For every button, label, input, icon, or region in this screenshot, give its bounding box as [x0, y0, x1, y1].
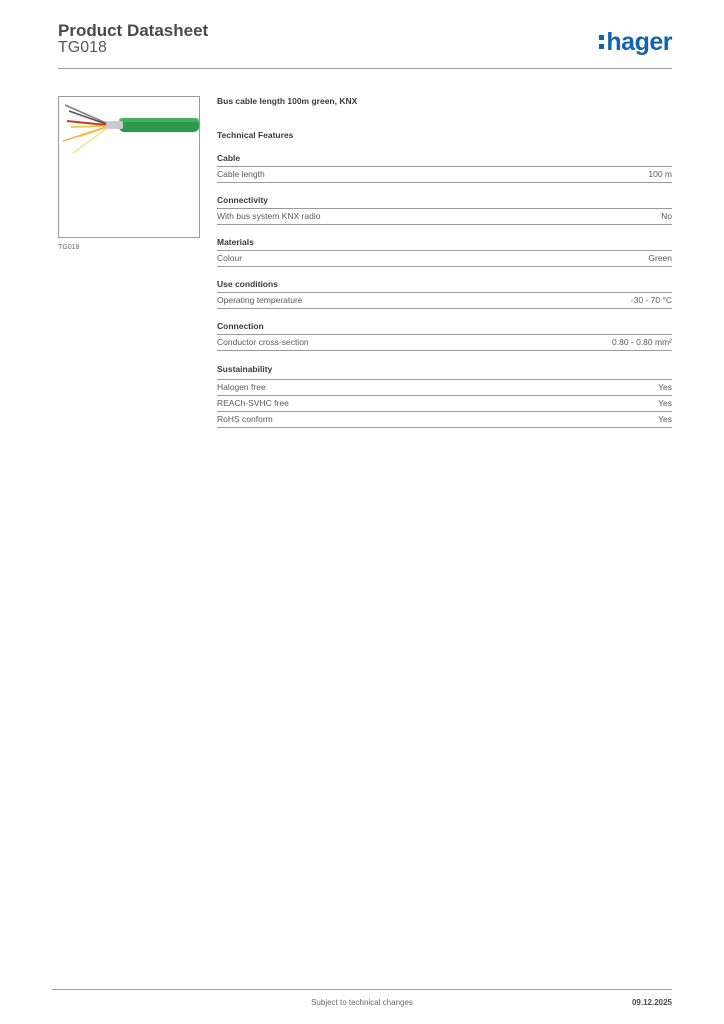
header-divider — [58, 68, 672, 69]
section-sustainability — [217, 364, 672, 428]
section-title: Connection — [217, 321, 264, 331]
spec-row — [217, 292, 672, 309]
spec-row — [217, 334, 672, 351]
spec-label: Cable length — [217, 169, 265, 179]
spec-row — [217, 411, 672, 428]
spec-row — [217, 166, 672, 183]
spec-value: Green — [648, 253, 672, 263]
spec-label: REACh-SVHC free — [217, 398, 289, 408]
footer-divider — [52, 989, 672, 990]
section-title: Connectivity — [217, 195, 269, 205]
logo-mark — [599, 30, 604, 49]
spec-value: 100 m — [648, 169, 672, 179]
spec-label: Halogen free — [217, 382, 266, 392]
spec-value: Yes — [658, 398, 672, 408]
section-cable — [217, 153, 672, 183]
spec-value: No — [661, 211, 672, 221]
image-caption: TG018 — [58, 244, 80, 251]
datasheet-content — [217, 96, 672, 428]
section-title: Materials — [217, 237, 254, 247]
cable-illustration — [59, 97, 199, 237]
spec-value: Yes — [658, 414, 672, 424]
logo-text: hager — [606, 28, 672, 56]
spec-row — [217, 208, 672, 225]
spec-label: Operating temperature — [217, 295, 303, 305]
section-connectivity — [217, 195, 672, 225]
spec-row — [217, 379, 672, 395]
section-title: Cable — [217, 153, 241, 163]
spec-row — [217, 250, 672, 267]
product-title: Bus cable length 100m green, KNX — [217, 96, 358, 106]
section-connection — [217, 321, 672, 351]
page-title: Product Datasheet — [58, 21, 209, 40]
spec-value: 0.80 - 0.80 mm² — [612, 337, 672, 347]
section-use-conditions — [217, 279, 672, 309]
footer-note: Subject to technical changes — [311, 998, 413, 1007]
section-title: Sustainability — [217, 364, 273, 374]
spec-value: -30 - 70 °C — [630, 295, 672, 305]
section-title: Use conditions — [217, 279, 278, 289]
brand-logo — [599, 30, 672, 55]
product-code: TG018 — [58, 39, 107, 56]
features-heading: Technical Features — [217, 130, 294, 140]
section-materials — [217, 237, 672, 267]
footer-date: 09.12.2025 — [631, 998, 672, 1007]
product-image — [58, 96, 200, 238]
spec-value: Yes — [658, 382, 672, 392]
spec-label: RoHS conform — [217, 414, 273, 424]
cable-shield — [105, 121, 123, 129]
spec-label: With bus system KNX radio — [217, 211, 321, 221]
spec-label: Colour — [217, 253, 243, 263]
spec-row — [217, 395, 672, 411]
spec-label: Conductor cross-section — [217, 337, 309, 347]
